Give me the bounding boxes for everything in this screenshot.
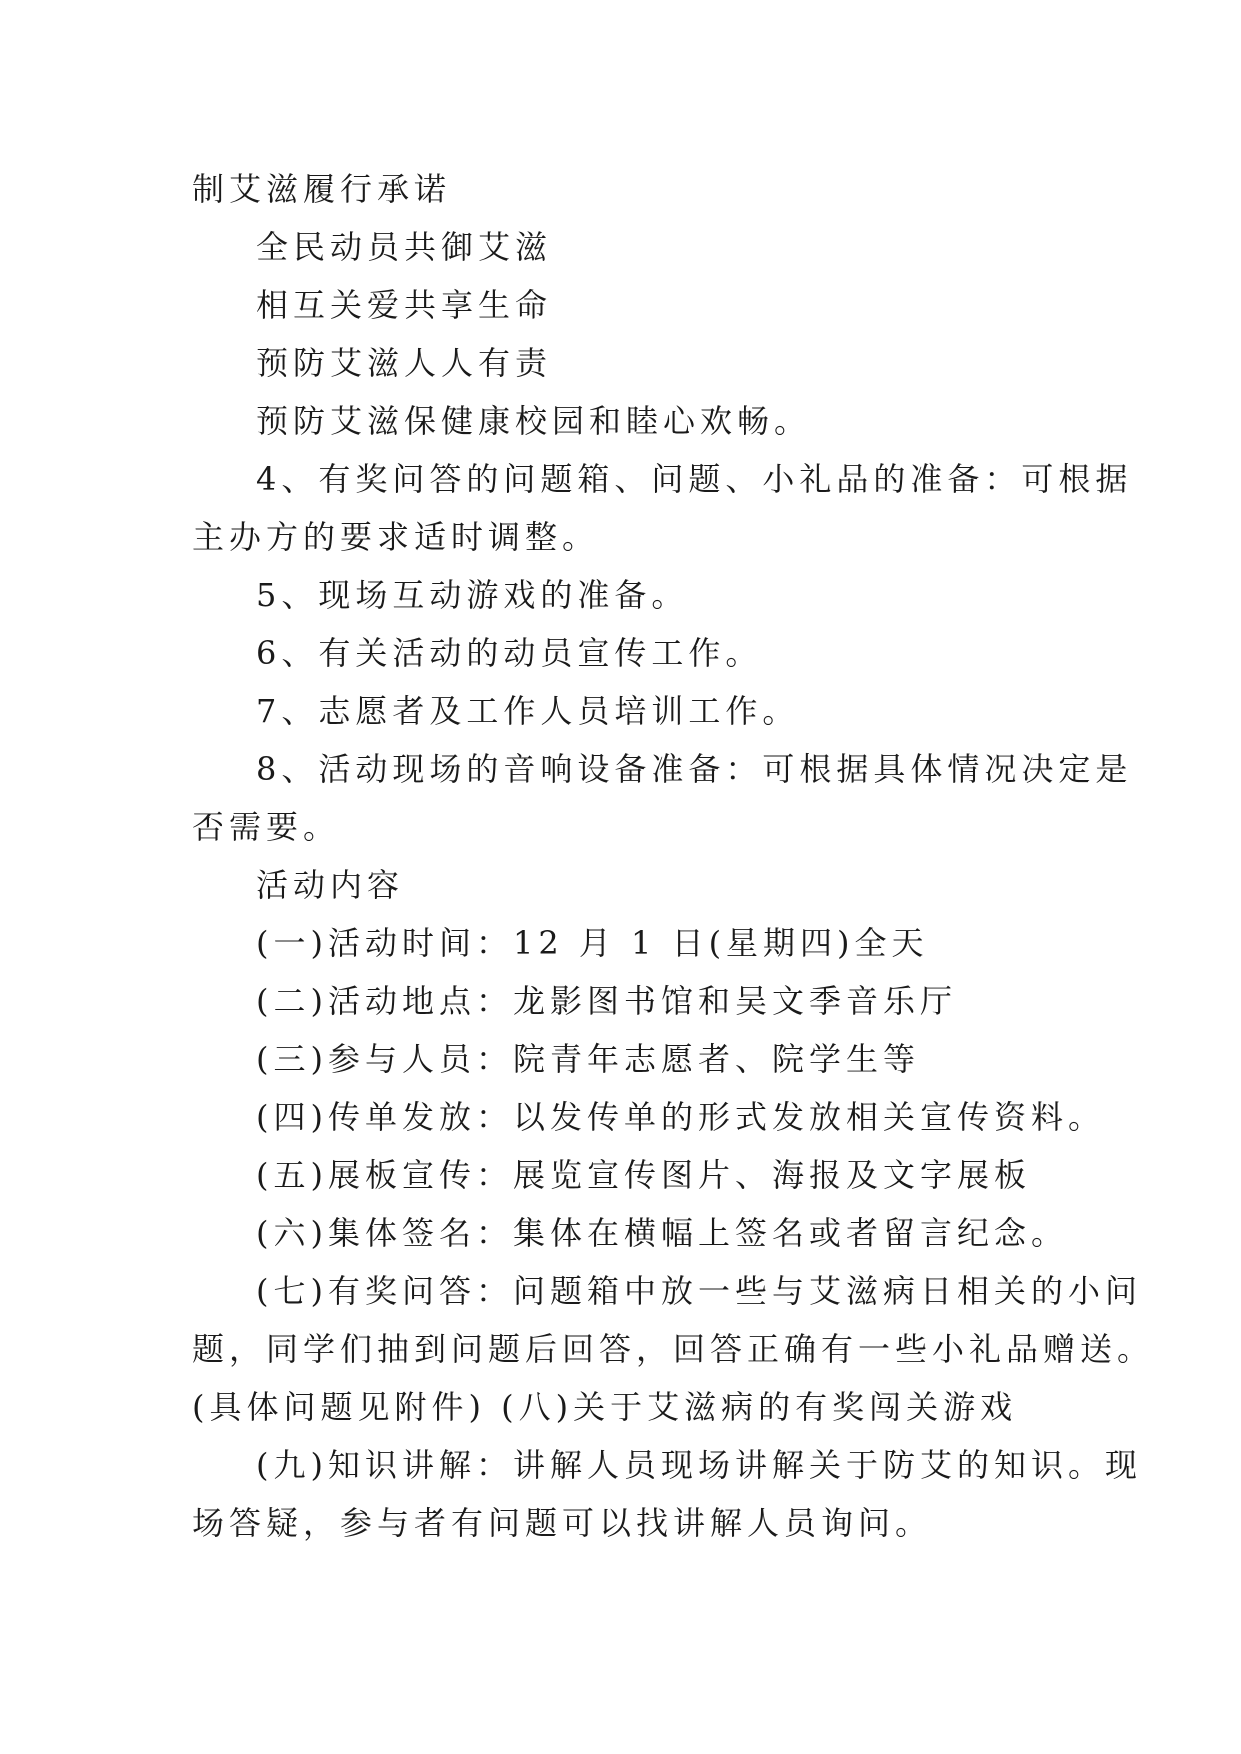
document-body [192, 160, 1155, 1552]
text-line: 预防艾滋保健康校园和睦心欢畅。 [256, 402, 812, 440]
text-line: (三)参与人员：院青年志愿者、院学生等 [256, 1040, 920, 1078]
text-line: 4、有奖问答的问题箱、问题、小礼品的准备：可根据 [256, 460, 1133, 498]
section-heading: 活动内容 [256, 866, 405, 904]
text-line: (二)活动地点：龙影图书馆和吴文季音乐厅 [256, 982, 957, 1020]
text-line: 5、现场互动游戏的准备。 [256, 576, 689, 614]
text-line: 主办方的要求适时调整。 [192, 518, 600, 556]
text-line: 制艾滋履行承诺 [192, 170, 452, 208]
text-line: 相互关爱共享生命 [256, 286, 553, 324]
text-line: (六)集体签名：集体在横幅上签名或者留言纪念。 [256, 1214, 1068, 1252]
text-line: 8、活动现场的音响设备准备：可根据具体情况决定是 [256, 750, 1133, 788]
text-line: 题，同学们抽到问题后回答，回答正确有一些小礼品赠送。 [192, 1330, 1155, 1368]
text-line: 预防艾滋人人有责 [256, 344, 553, 382]
text-line: 场答疑，参与者有问题可以找讲解人员询问。 [192, 1504, 933, 1542]
text-line: 全民动员共御艾滋 [256, 228, 553, 266]
text-line: 7、志愿者及工作人员培训工作。 [256, 692, 800, 730]
text-line: 6、有关活动的动员宣传工作。 [256, 634, 763, 672]
text-line: (具体问题见附件) (八)关于艾滋病的有奖闯关游戏 [192, 1388, 1018, 1426]
text-line: 否需要。 [192, 808, 341, 846]
text-line: (一)活动时间：12 月 1 日(星期四)全天 [256, 924, 929, 962]
text-line: (四)传单发放：以发传单的形式发放相关宣传资料。 [256, 1098, 1105, 1136]
text-line: (七)有奖问答：问题箱中放一些与艾滋病日相关的小问 [256, 1272, 1142, 1310]
text-line: (九)知识讲解：讲解人员现场讲解关于防艾的知识。现 [256, 1446, 1142, 1484]
text-line: (五)展板宣传：展览宣传图片、海报及文字展板 [256, 1156, 1031, 1194]
